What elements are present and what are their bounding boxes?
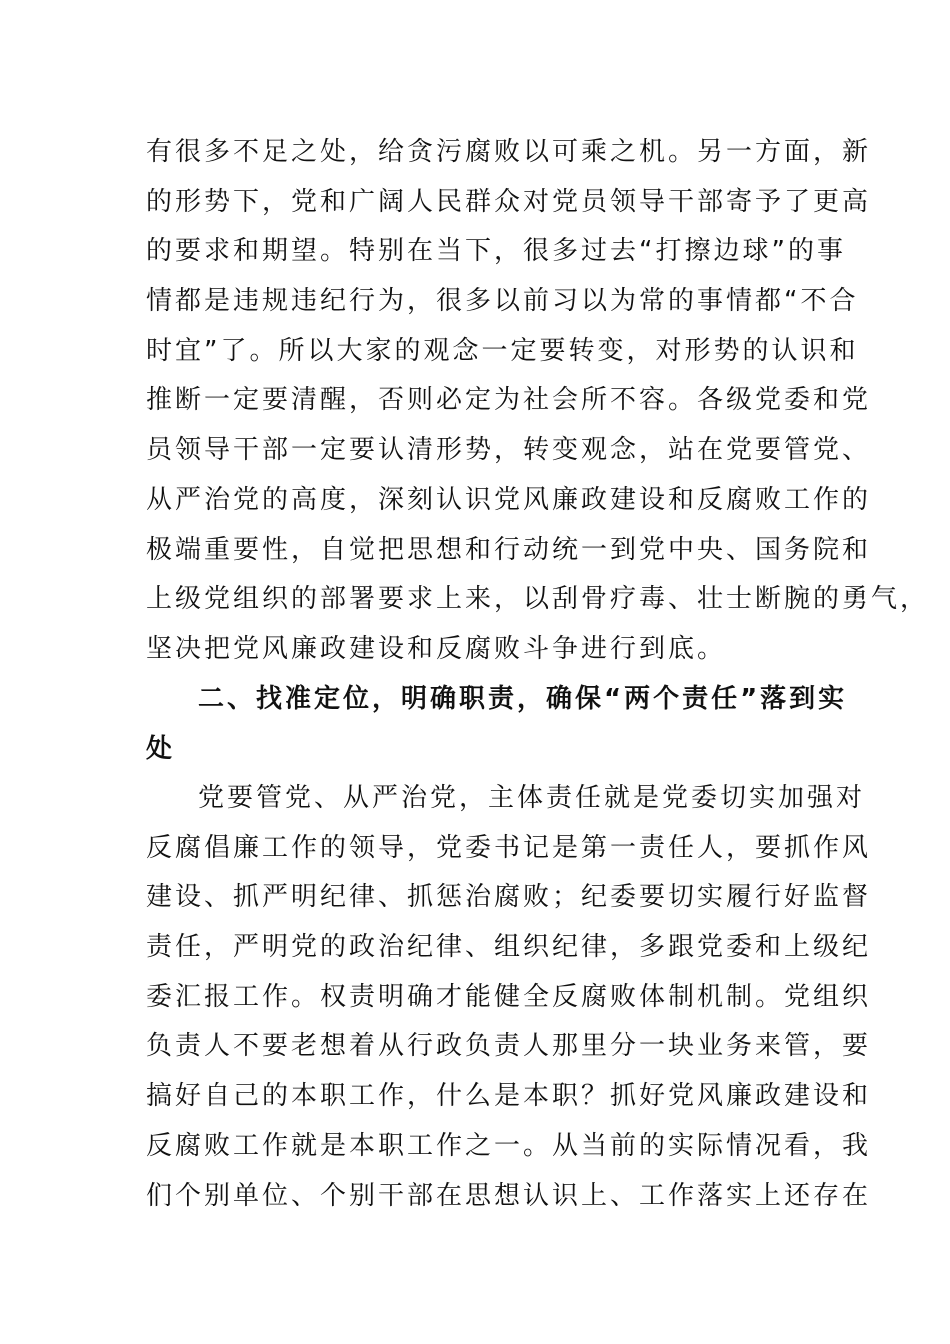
- text-line: 反腐败工作就是本职工作之一。从当前的实际情况看，我: [146, 1130, 872, 1161]
- text-line: 坚决把党风廉政建设和反腐败斗争进行到底。: [146, 633, 727, 664]
- text-line: 极端重要性，自觉把思想和行动统一到党中央、国务院和: [146, 534, 872, 565]
- section-heading: [146, 675, 848, 774]
- text-line: 委汇报工作。权责明确才能健全反腐败体制机制。党组织: [146, 981, 872, 1012]
- heading-line: 二、找准定位，明确职责，确保“两个责任”落到实: [198, 684, 848, 714]
- text-line: 党要管党、从严治党，主体责任就是党委切实加强对: [198, 783, 866, 813]
- text-line: 负责人不要老想着从行政负责人那里分一块业务来管，要: [146, 1031, 872, 1062]
- text-line: 反腐倡廉工作的领导，党委书记是第一责任人，要抓作风: [146, 832, 872, 863]
- body-paragraph-1: [146, 128, 930, 675]
- text-line: 建设、抓严明纪律、抓惩治腐败；纪委要切实履行好监督: [146, 882, 872, 913]
- text-line: 从严治党的高度，深刻认识党风廉政建设和反腐败工作的: [146, 484, 872, 515]
- text-line: 的要求和期望。特别在当下，很多过去“打擦边球”的事: [146, 236, 846, 267]
- text-line: 员领导干部一定要认清形势，转变观念，站在党要管党、: [146, 435, 872, 466]
- text-line: 责任，严明党的政治纪律、组织纪律，多跟党委和上级纪: [146, 932, 872, 963]
- text-line: 的形势下，党和广阔人民群众对党员领导干部寄予了更高: [146, 186, 872, 217]
- text-line: 推断一定要清醒，否则必定为社会所不容。各级党委和党: [146, 385, 872, 416]
- text-line: 有很多不足之处，给贪污腐败以可乘之机。另一方面，新: [146, 137, 872, 167]
- text-line: 时宜”了。所以大家的观念一定要转变，对形势的认识和: [146, 335, 859, 366]
- heading-line: 处: [146, 733, 176, 764]
- text-line: 搞好自己的本职工作，什么是本职？抓好党风廉政建设和: [146, 1081, 872, 1112]
- text-line: 们个别单位、个别干部在思想认识上、工作落实上还存在: [146, 1180, 872, 1211]
- text-line: 上级党组织的部署要求上来，以刮骨疗毒、壮士断腕的勇气，: [146, 584, 930, 615]
- text-line: 情都是违规违纪行为，很多以前习以为常的事情都“不合: [146, 286, 859, 317]
- body-paragraph-2: [146, 774, 872, 1221]
